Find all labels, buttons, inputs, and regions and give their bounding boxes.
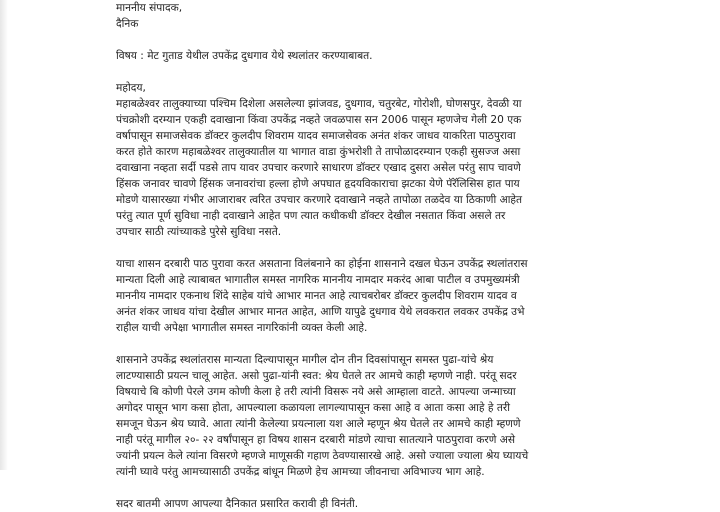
paragraph-line: विषयाचे बि कोणी पेरले उगम कोणी केला हे तरी त्यांनी विसरू नये असे आम्हाला वाटते. आपल्या जन्माच्या xyxy=(116,386,516,398)
paragraph-line: त्यांनी घ्यावे परंतु आमच्यासाठी उपकेंद्र बांधून मिळणे हेच आमच्या जीवनाचा अविभाज्य भाग आहे. xyxy=(116,466,485,478)
paragraph-line: महाबळेश्वर तालुक्याच्या पश्चिम दिशेला असलेल्या झांजवड, दुधगाव, चतुरबेट, गोरोशी, घोणसपुर, देवळी या xyxy=(116,98,522,110)
paragraph-line: पंचक्रोशी दरम्यान एकही दवाखाना किंवा उपकेंद्र नव्हते जवळपास सन 2006 पासून म्हणजेच गेली 20 एक xyxy=(116,114,522,126)
paragraph-line: दवाखाना नव्हता सर्दी पडसे ताप यावर उपचार करणारे साधारण डॉक्टर एखाद दुसरा असेल परंतु साप चावणे xyxy=(116,162,521,174)
paragraph-line: ज्यांनी प्रयत्न केले त्यांना विसरणे म्हणजे माणूसकी गहाण ठेवण्यासारखे आहे. असो ज्याला ज्याला श्रेय घ्यायचे xyxy=(116,450,529,462)
newspaper-line: दैनिक xyxy=(116,18,139,30)
paragraph-3 xyxy=(116,352,712,480)
letter-document xyxy=(116,0,712,512)
addressee-line: माननीय संपादक, xyxy=(116,2,183,14)
paragraph-line: परंतु त्यात पूर्ण सुविधा नाही दवाखाने आहेत पण त्यात कधीकधी डॉक्टर देखील नसतात किंवा असले तर xyxy=(116,210,506,222)
paragraph-line: उपचार साठी त्यांच्याकडे पुरेसे सुविधा नसते. xyxy=(116,226,282,238)
paragraph-line: लाटण्यासाठी प्रयत्न चालू आहेत. असो पुढा-यांनी स्वत: श्रेय घेतले तर आमचे काही म्हणणे नाही. परंतू सदर xyxy=(116,370,517,382)
closing-line: सदर बातमी आपण आपल्या दैनिकात प्रसारित करावी ही विनंती. xyxy=(116,498,359,510)
paragraph-line: समजून घेऊन श्रेय घ्यावे. आता त्यांनी केलेल्या प्रयत्नाला यश आले म्हणून श्रेय घेतले तर आमचे काही म्हणणे xyxy=(116,418,521,430)
paragraph-line: मान्यता दिली आहे त्याबाबत भागातील समस्त नागरिक माननीय नामदार मकरंद आबा पाटील व उपमुख्यमंत्री xyxy=(116,274,520,286)
paragraph-line: अगोदर पासून भाग कसा होता, आपल्याला कळायला लागल्यापासून कसा आहे व आता कसा आहे हे तरी xyxy=(116,402,510,414)
paragraph-line: अनंत शंकर जाधव यांचा देखील आभार मानत आहेत, आणि यापुढे दुधगाव येथे लवकरात लवकर उपकेंद्र उभे xyxy=(116,306,525,318)
paragraph-line: मोडणे यासारख्या गंभीर आजाराबर त्वरित उपचार करणारे दवाखाने नव्हते तापोळा तळदेव या ठिकाणी आहेत xyxy=(116,194,523,206)
paragraph-line: करत होते कारण महाबळेश्वर तालुक्यातील या भागात वाडा कुंभरोशी ते तापोळादरम्यान एकही सुसज्ज असा xyxy=(116,146,521,158)
subject-line: विषय : मेट गुताड येथील उपकेंद्र दुधगाव येथे स्थलांतर करण्याबाबत. xyxy=(116,50,373,62)
paragraph-line: वर्षापासून समाजसेवक डॉक्टर कुलदीप शिवराम यादव समाजसेवक अनंत शंकर जाधव याकरिता पाठपुरावा xyxy=(116,130,516,142)
salutation: महोदय, xyxy=(116,82,146,94)
page-edge-shadow xyxy=(0,0,8,470)
paragraph-2 xyxy=(116,256,712,336)
paragraph-1 xyxy=(116,96,712,240)
paragraph-line: राहील याची अपेक्षा भागातील समस्त नागरिकांनी व्यक्त केली आहे. xyxy=(116,322,368,334)
paragraph-line: नाही परंतू मागील २०- २२ वर्षांपासून हा विषय शासन दरबारी मांडणे त्याचा सातत्याने पाठपुरावा करणे असे xyxy=(116,434,516,446)
paragraph-line: शासनाने उपकेंद्र स्थलांतरास मान्यता दिल्यापासून मागील दोन तीन दिवसांपासून समस्त पुढा-यांचे श्रेय xyxy=(116,354,494,366)
paragraph-line: माननीय नामदार एकनाथ शिंदे साहेब यांचे आभार मानत आहे त्याचबरोबर डॉक्टर कुलदीप शिवराम यादव व xyxy=(116,290,517,302)
paragraph-line: याचा शासन दरबारी पाठ पुरावा करत असताना विलंबनाने का होईना शासनाने दखल घेऊन उपकेंद्र स्थलांतरास xyxy=(116,258,528,270)
paragraph-line: हिंसक जनावर चावणे हिंसक जनावरांचा हल्ला होणे अपघात हृदयविकाराचा झटका येणे पॅरॅलिसिस हात पाय xyxy=(116,178,520,190)
